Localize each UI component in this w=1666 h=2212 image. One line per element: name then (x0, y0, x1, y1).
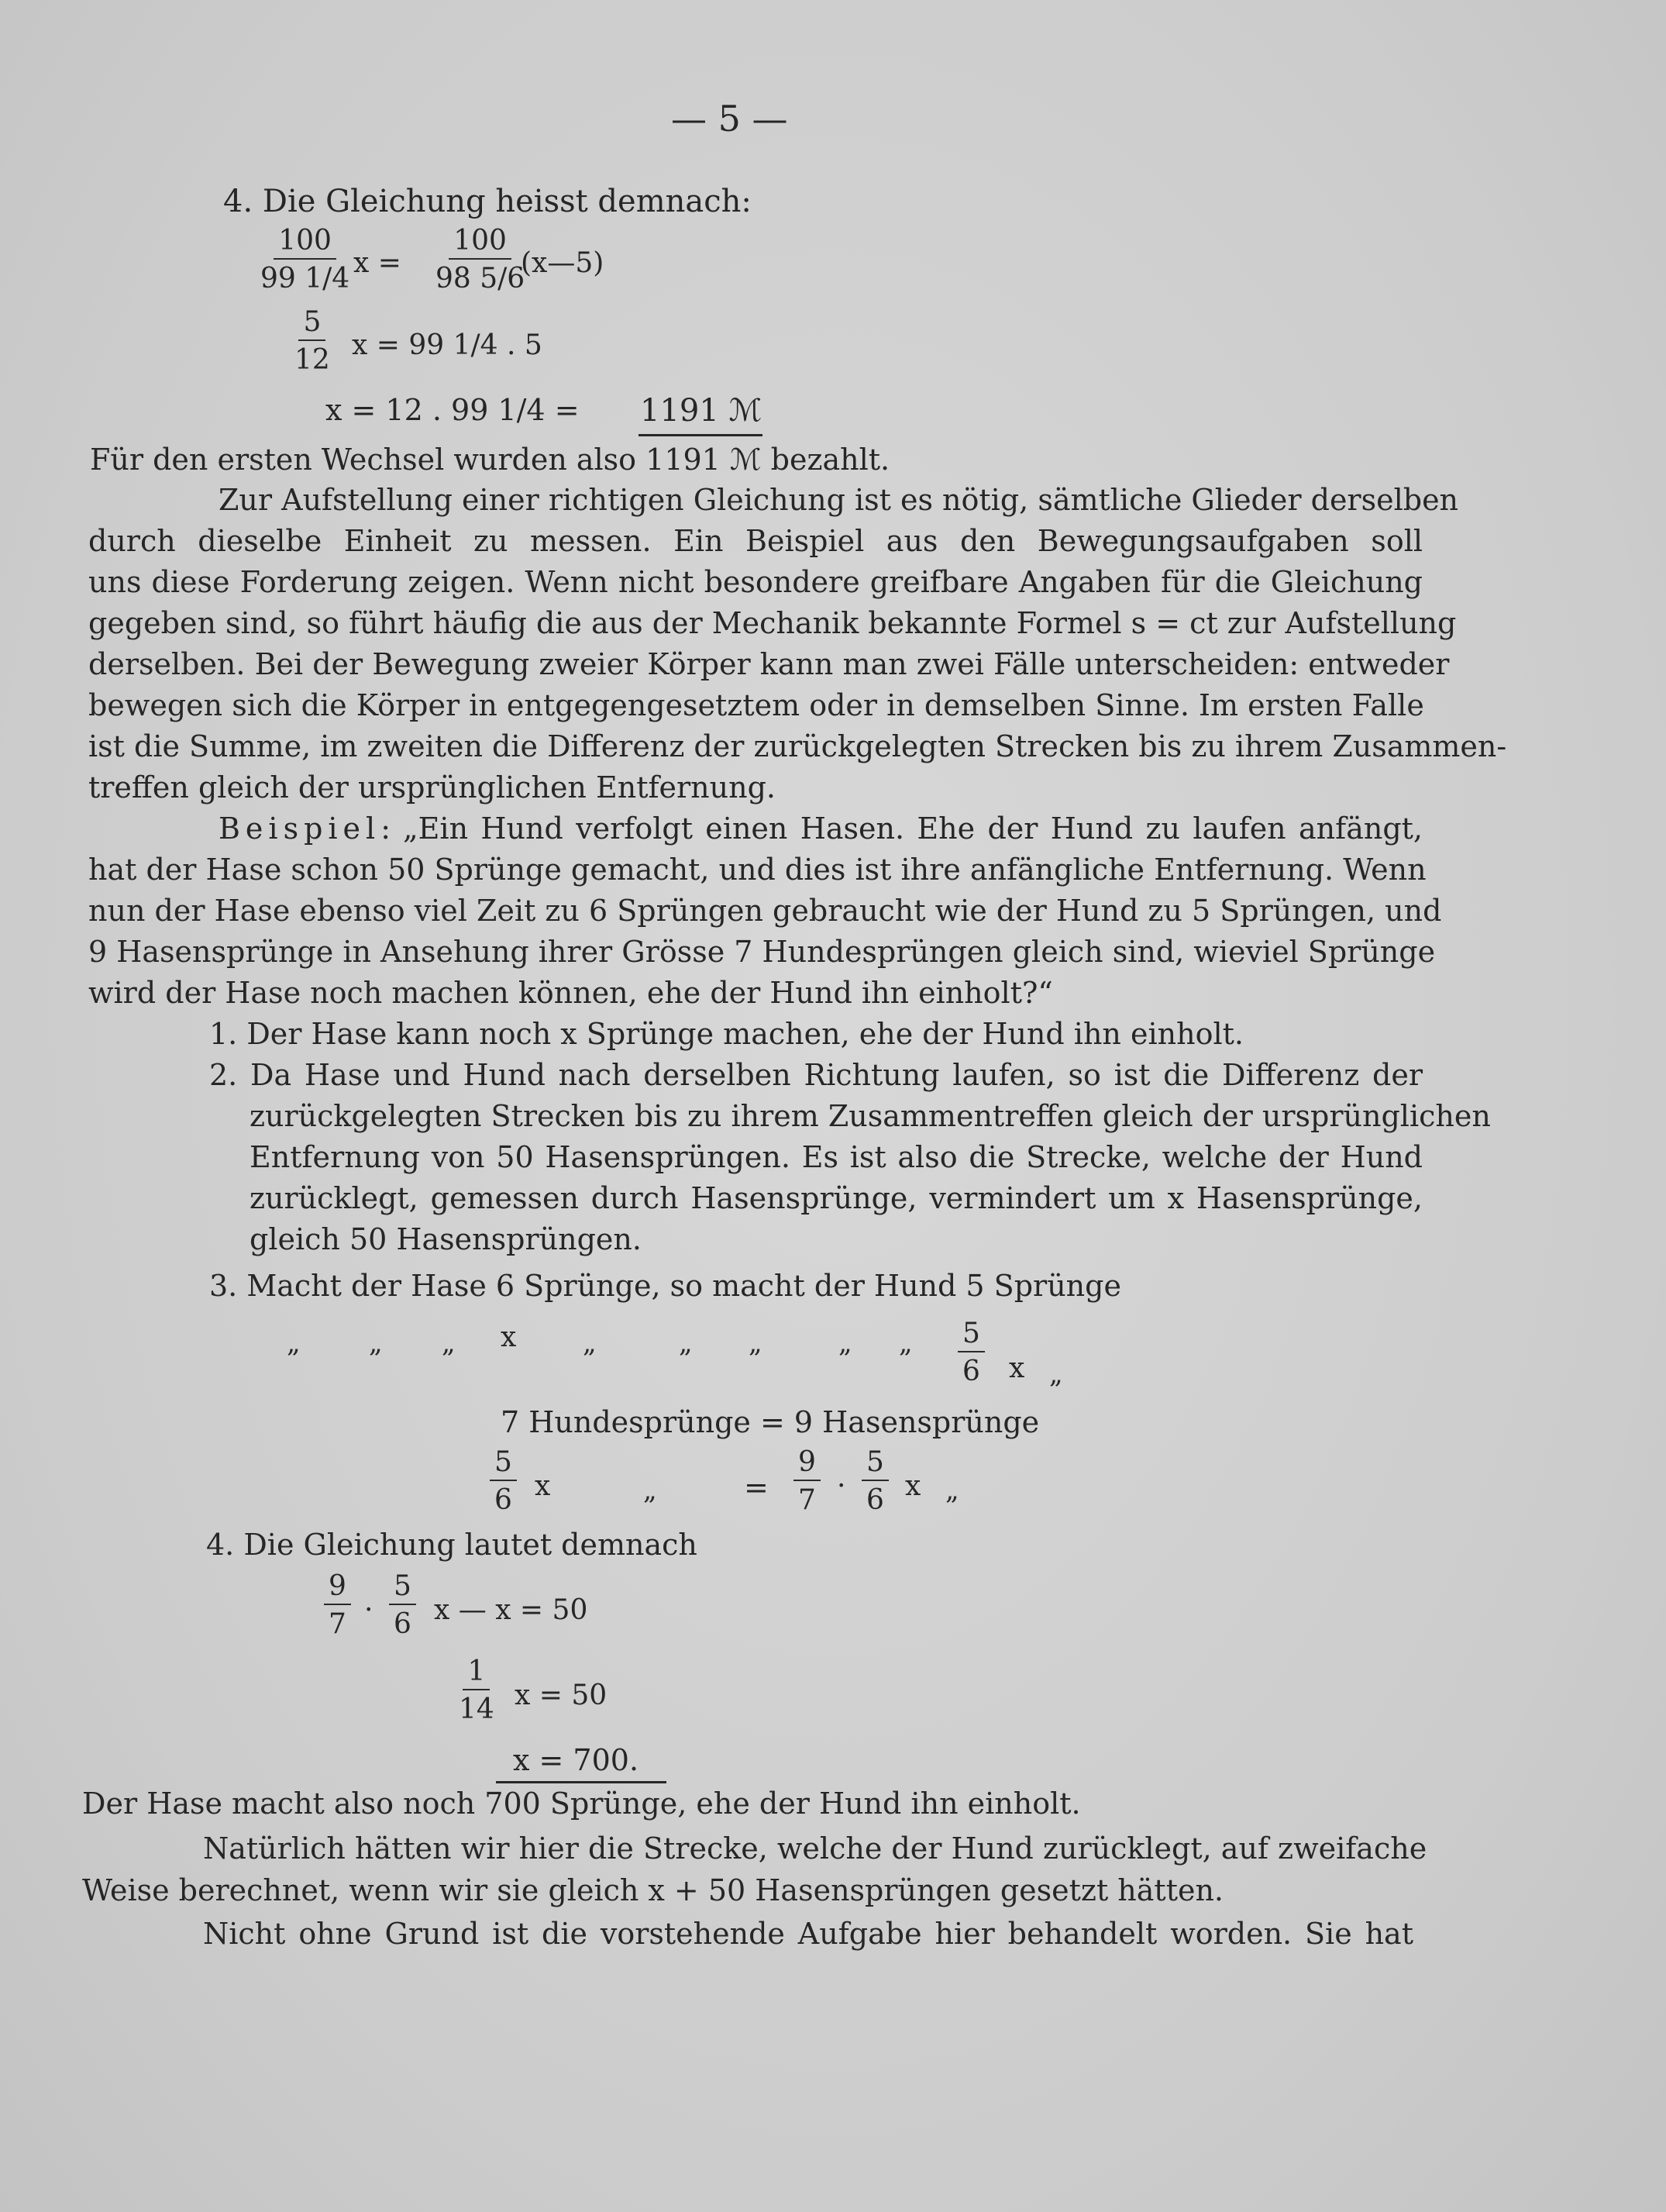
text-line: derselben. Bei der Bewegung zweier Körper kann man zwei Fälle unterscheiden: entweder (88, 647, 1450, 681)
numerator: 5 (958, 1318, 985, 1352)
numerator: 5 (490, 1446, 517, 1481)
denominator: 14 (459, 1693, 494, 1726)
equation-text: x = (353, 247, 401, 279)
fraction (435, 225, 525, 295)
denominator: 12 (294, 344, 330, 377)
equals-sign: = (744, 1470, 769, 1504)
numerator: 100 (449, 225, 511, 260)
denominator: 6 (394, 1608, 411, 1641)
fraction (958, 1318, 985, 1388)
text-line: zurücklegt, gemessen durch Hasensprünge, vermindert um x Hasensprünge, (250, 1181, 1423, 1215)
text-line: treffen gleich der ursprünglichen Entfernung. (88, 770, 776, 805)
denominator: 98 5/6 (435, 263, 525, 295)
variable-x: x (501, 1321, 517, 1353)
numerator: 100 (274, 225, 336, 260)
list-item: 3. Macht der Hase 6 Sprünge, so macht der Hund 5 Sprünge (209, 1269, 1121, 1303)
equation-result: 1191 ℳ (640, 393, 762, 429)
equation-text: x = 12 . 99 1/4 = (325, 393, 580, 427)
text-line: Zur Aufstellung einer richtigen Gleichung ist es nötig, sämtliche Glieder derselben (219, 483, 1459, 517)
denominator: 7 (798, 1484, 816, 1517)
fraction (260, 225, 349, 295)
text-line: Für den ersten Wechsel wurden also 1191 ℳ bezahlt. (90, 443, 890, 477)
result-underline (639, 434, 762, 436)
ditto-mark: „ (583, 1328, 597, 1359)
text-line: gegeben sind, so führt häufig die aus der Mechanik bekannte Formel s = ct zur Aufstellung (88, 606, 1457, 640)
ditto-mark: „ (899, 1328, 913, 1359)
text-line: Nicht ohne Grund ist die vorstehende Aufgabe hier behandelt worden. Sie hat (203, 1917, 1413, 1951)
ditto-mark: „ (679, 1328, 693, 1359)
equation-text: x = 50 (515, 1680, 608, 1711)
text-line: bewegen sich die Körper in entgegengesetztem oder in demselben Sinne. Im ersten Falle (88, 688, 1424, 722)
fraction (459, 1656, 494, 1726)
denominator: 6 (866, 1484, 884, 1517)
equation-result: x = 700. (513, 1743, 639, 1777)
dot-operator: · (837, 1470, 846, 1502)
list-item: 4. Die Gleichung lautet demnach (206, 1528, 697, 1562)
text-line: zurückgelegten Strecken bis zu ihrem Zusammentreffen gleich der ursprünglichen (250, 1099, 1491, 1133)
denominator: 6 (494, 1484, 512, 1517)
list-item: 2. Da Hase und Hund nach derselben Richtung laufen, so ist die Differenz der (209, 1058, 1423, 1092)
equation-text: x = 99 1/4 . 5 (352, 329, 542, 361)
text-line: wird der Hase noch machen können, ehe der Hund ihn einholt?“ (88, 976, 1053, 1010)
fraction (294, 306, 330, 377)
numerator: 5 (298, 306, 325, 341)
fraction (490, 1446, 517, 1517)
denominator: 6 (962, 1356, 980, 1388)
fraction (862, 1446, 889, 1517)
numerator: 5 (389, 1570, 416, 1605)
text-line: gleich 50 Hasensprüngen. (250, 1222, 642, 1256)
variable-x: x (1009, 1352, 1025, 1384)
text-line: Der Hase macht also noch 700 Sprünge, ehe der Hund ihn einholt. (82, 1786, 1081, 1821)
text-line: durch dieselbe Einheit zu messen. Ein Beispiel aus den Bewegungsaufgaben soll (88, 524, 1423, 558)
text-line: Natürlich hätten wir hier die Strecke, welche der Hund zurücklegt, auf zweifache (203, 1831, 1427, 1866)
text-line: nun der Hase ebenso viel Zeit zu 6 Sprüngen gebraucht wie der Hund zu 5 Sprüngen, und (88, 894, 1442, 928)
text-line: 9 Hasensprünge in Ansehung ihrer Grösse 7 Hundesprüngen gleich sind, wieviel Sprünge (88, 935, 1436, 969)
numerator: 9 (793, 1446, 821, 1481)
numerator: 5 (862, 1446, 889, 1481)
ditto-mark: „ (1049, 1359, 1063, 1390)
variable-x: x (535, 1470, 551, 1502)
equivalence-line: 7 Hundesprünge = 9 Hasensprünge (501, 1405, 1040, 1439)
dot-operator: · (364, 1594, 373, 1626)
text-line: Weise berechnet, wenn wir sie gleich x + 50 Hasensprüngen gesetzt hätten. (82, 1873, 1224, 1907)
text-line: ist die Summe, im zweiten die Differenz der zurückgelegten Strecken bis zu ihrem Zusammen- (88, 729, 1507, 763)
ditto-mark: „ (945, 1475, 959, 1506)
fraction (324, 1570, 351, 1641)
variable-x: x (905, 1470, 921, 1502)
ditto-mark: „ (369, 1328, 383, 1359)
text-line: uns diese Forderung zeigen. Wenn nicht besondere greifbare Angaben für die Gleichung (88, 565, 1423, 599)
ditto-mark: „ (287, 1328, 301, 1359)
ditto-mark: „ (838, 1328, 852, 1359)
fraction (793, 1446, 821, 1517)
list-item: 1. Der Hase kann noch x Sprünge machen, ehe der Hund ihn einholt. (209, 1017, 1244, 1051)
ditto-mark: „ (442, 1328, 456, 1359)
text-line: Entfernung von 50 Hasensprüngen. Es ist also die Strecke, welche der Hund (250, 1140, 1423, 1174)
denominator: 99 1/4 (260, 263, 350, 295)
ditto-mark: „ (749, 1328, 762, 1359)
denominator: 7 (329, 1608, 346, 1641)
text-line: „Ein Hund verfolgt einen Hasen. Ehe der Hund zu laufen anfängt, (403, 811, 1423, 846)
numerator: 9 (324, 1570, 351, 1605)
equation-text: (x—5) (521, 247, 604, 279)
numerator: 1 (463, 1656, 490, 1690)
text-line: hat der Hase schon 50 Sprünge gemacht, und dies ist ihre anfängliche Entfernung. Wenn (88, 853, 1427, 887)
ditto-mark: „ (643, 1475, 657, 1506)
step-4-heading: 4. Die Gleichung heisst demnach: (223, 184, 752, 219)
example-label: Beispiel: (219, 811, 396, 846)
equation-text: x — x = 50 (434, 1594, 588, 1626)
page-number: — 5 — (671, 98, 788, 140)
fraction (389, 1570, 416, 1641)
result-underline (496, 1781, 666, 1783)
